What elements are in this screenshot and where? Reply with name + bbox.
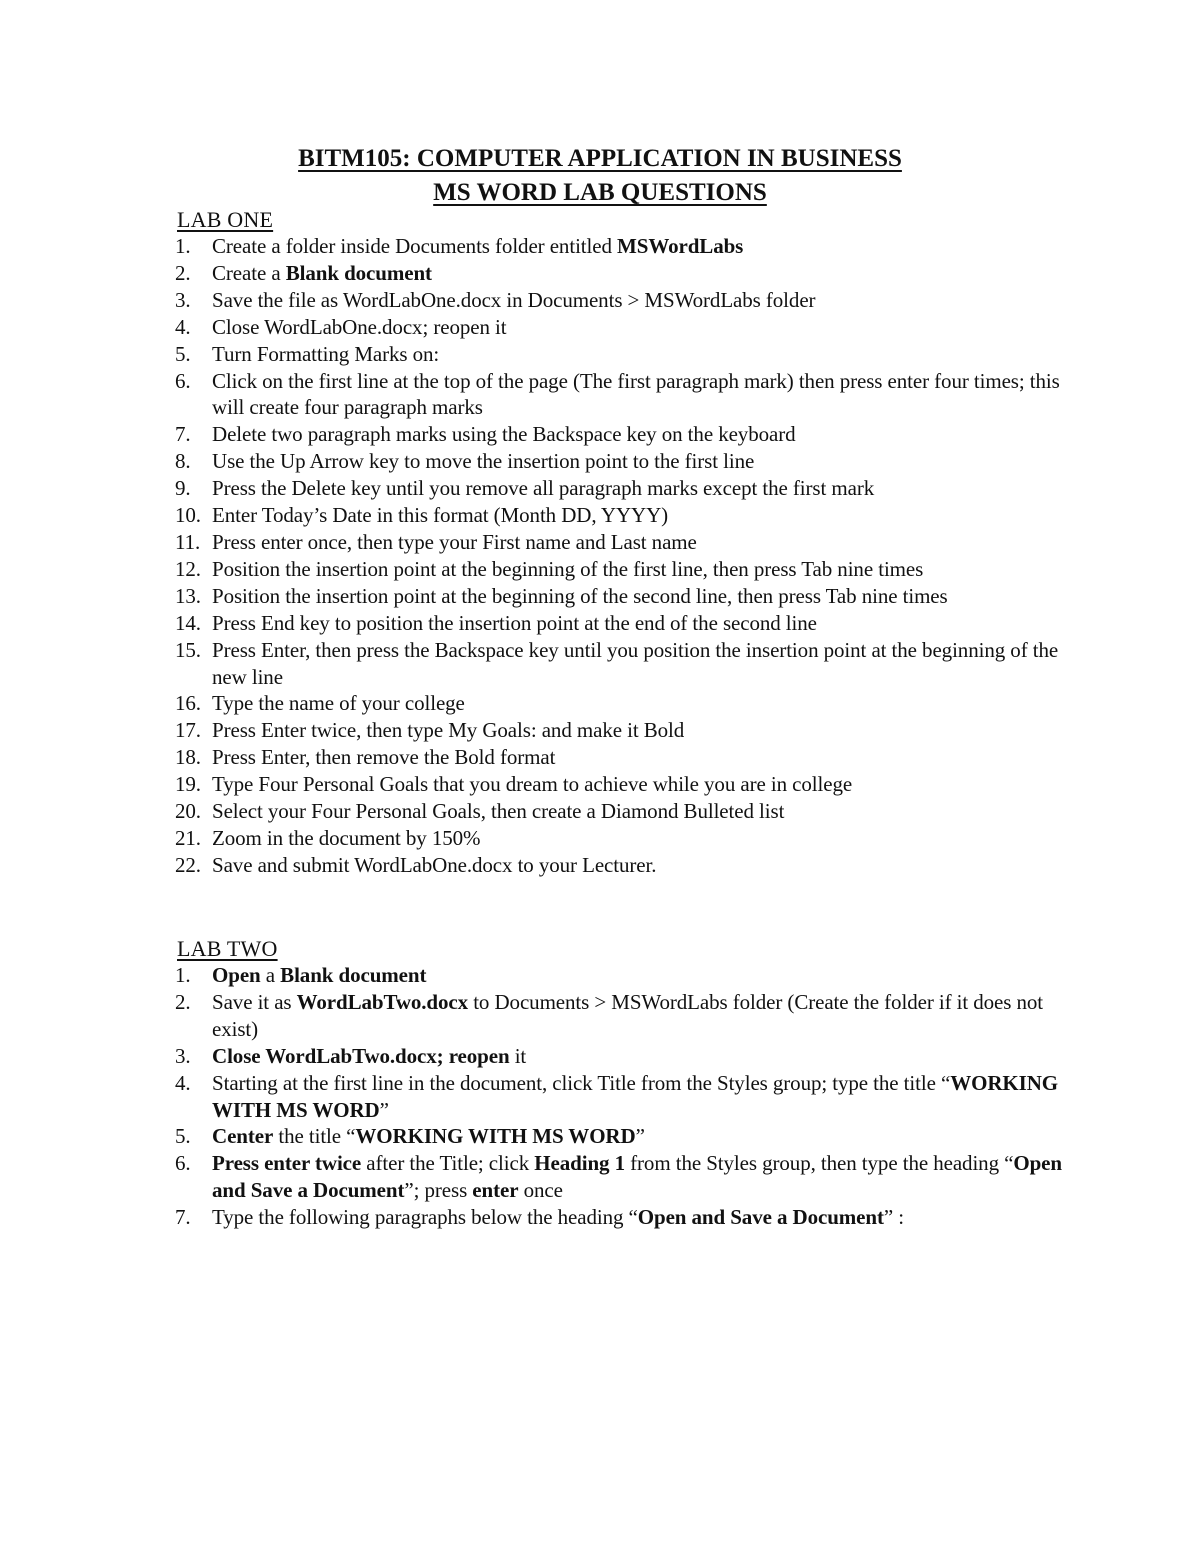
list-item-bold-text: WORKING WITH MS WORD [212,1070,1059,1122]
list-item [175,690,1075,717]
list-item [175,852,1075,879]
list-item-text: Create a [212,260,286,285]
list-item-text: Position the insertion point at the beginning of the second line, then press Tab nine times [212,583,948,608]
list-item-number: 1. [175,963,191,987]
list-item-number: 12. [175,556,201,581]
list-item-number: 4. [175,1070,191,1095]
list-item-bold-text: Center [212,1124,274,1149]
list-item [175,744,1075,771]
list-item [175,260,1075,287]
lab-two-heading: LAB TWO [177,936,278,961]
document-subtitle: MS WORD LAB QUESTIONS [433,179,767,206]
list-item-number: 8. [175,449,191,474]
list-item [175,962,1075,989]
list-item-text: a [260,963,281,987]
list-item [175,771,1075,798]
list-item-text: to Documents > MSWordLabs folder (Create the folder if it does not exist) [212,989,1044,1041]
list-item-text: Click on the first line at the top of the page (The first paragraph mark) then press enter four times; this will create four paragraph marks [212,368,1060,420]
list-item-number: 6. [175,368,191,393]
list-item-number: 21. [175,825,201,850]
list-item-number: 19. [175,772,201,797]
list-item [175,368,1075,422]
list-item [175,610,1075,637]
lab-two-section [175,935,1075,1231]
list-item-text: Use the Up Arrow key to move the insertion point to the first line [212,449,755,474]
list-item-number: 2. [175,260,191,285]
list-item-number: 11. [175,529,201,554]
list-item-number: 22. [175,852,201,877]
list-item-text: once [518,1178,563,1203]
list-item-text: Save the file as WordLabOne.docx in Documents > MSWordLabs folder [212,287,816,312]
list-item-number: 17. [175,718,201,743]
list-item-text: Position the insertion point at the beginning of the first line, then press Tab nine times [212,556,924,581]
list-item [175,798,1075,825]
list-item-text: Delete two paragraph marks using the Backspace key on the keyboard [212,422,796,447]
list-item-text: Press the Delete key until you remove all paragraph marks except the first mark [212,476,875,501]
list-item [175,1123,1075,1150]
list-item-text: Press enter once, then type your First name and Last name [212,529,697,554]
list-item-number: 6. [175,1151,191,1176]
list-item-text: Save and submit WordLabOne.docx to your Lecturer. [212,852,657,877]
list-item [175,314,1075,341]
list-item [175,287,1075,314]
list-item [175,556,1075,583]
lab-one-heading: LAB ONE [177,207,274,232]
list-item-text: ” [379,1097,389,1122]
list-item-number: 5. [175,1124,191,1149]
list-item-number: 2. [175,989,191,1014]
list-item-text: Save it as [212,989,297,1014]
lab-one-section [175,206,1075,879]
list-item-number: 13. [175,583,201,608]
list-item [175,448,1075,475]
document-title-block [0,142,1200,210]
list-item-number: 15. [175,637,201,662]
list-item-number: 5. [175,341,191,366]
list-item-text: Zoom in the document by 150% [212,825,481,850]
lab-two-list [175,962,1075,1231]
list-item-bold-text: Open [212,963,261,987]
list-item-number: 1. [175,234,191,258]
list-item-text: after the Title; click [361,1151,535,1176]
list-item-text: Press End key to position the insertion point at the end of the second line [212,610,817,635]
list-item-number: 14. [175,610,201,635]
list-item-text: Type the following paragraphs below the heading “ [212,1205,638,1230]
list-item [175,421,1075,448]
list-item [175,1204,1075,1231]
list-item [175,502,1075,529]
list-item [175,475,1075,502]
list-item-text: Starting at the first line in the document, click Title from the Styles group; type the title “ [212,1070,951,1095]
list-item-number: 16. [175,691,201,716]
list-item [175,1070,1075,1124]
list-item-text: Type Four Personal Goals that you dream to achieve while you are in college [212,772,853,797]
list-item-text: ”; press [404,1178,473,1203]
list-item-number: 3. [175,1043,191,1068]
list-item [175,341,1075,368]
list-item-bold-text: WORKING WITH MS WORD [355,1124,636,1149]
list-item-text: the title “ [273,1124,356,1149]
list-item [175,825,1075,852]
lab-one-list [175,233,1075,879]
list-item-number: 20. [175,799,201,824]
list-item-text: from the Styles group, then type the heading “ [624,1151,1014,1176]
list-item [175,233,1075,260]
list-item [175,583,1075,610]
list-item-bold-text: Press enter twice [212,1151,362,1176]
list-item [175,1043,1075,1070]
list-item-text: Turn Formatting Marks on: [212,341,440,366]
list-item-bold-text: Blank document [285,260,432,285]
list-item-bold-text: Close WordLabTwo.docx; reopen [212,1043,510,1068]
list-item-number: 10. [175,503,201,528]
list-item-number: 4. [175,314,191,339]
list-item-text: ” : [883,1205,904,1230]
list-item-text: Create a folder inside Documents folder entitled [212,234,618,258]
list-item-text: ” [635,1124,645,1149]
list-item-number: 3. [175,287,191,312]
list-item [175,529,1075,556]
list-item-bold-text: enter [472,1178,519,1203]
list-item-text: Press Enter, then press the Backspace key until you position the insertion point at the beginning of the new line [212,637,1059,689]
list-item-text: Close WordLabOne.docx; reopen it [212,314,507,339]
list-item-bold-text: Blank document [280,963,427,987]
list-item-text: Type the name of your college [212,691,465,716]
list-item-number: 7. [175,1205,191,1230]
list-item [175,1150,1075,1204]
list-item-bold-text: Open and Save a Document [212,1151,1062,1203]
list-item [175,637,1075,691]
list-item-number: 7. [175,422,191,447]
list-item-text: Press Enter, then remove the Bold format [212,745,556,770]
list-item-bold-text: Open and Save a Document [637,1205,884,1230]
list-item-text: Press Enter twice, then type My Goals: and make it Bold [212,718,685,743]
list-item-bold-text: MSWordLabs [617,234,744,258]
list-item-text: Enter Today’s Date in this format (Month DD, YYYY) [212,503,669,528]
list-item-bold-text: Heading 1 [534,1151,625,1176]
list-item-number: 18. [175,745,201,770]
list-item-text: it [509,1043,527,1068]
list-item-number: 9. [175,476,191,501]
list-item-text: Select your Four Personal Goals, then create a Diamond Bulleted list [212,799,785,824]
list-item-bold-text: WordLabTwo.docx [296,989,469,1014]
list-item [175,989,1075,1043]
document-title: BITM105: COMPUTER APPLICATION IN BUSINESS [298,145,902,172]
list-item [175,717,1075,744]
